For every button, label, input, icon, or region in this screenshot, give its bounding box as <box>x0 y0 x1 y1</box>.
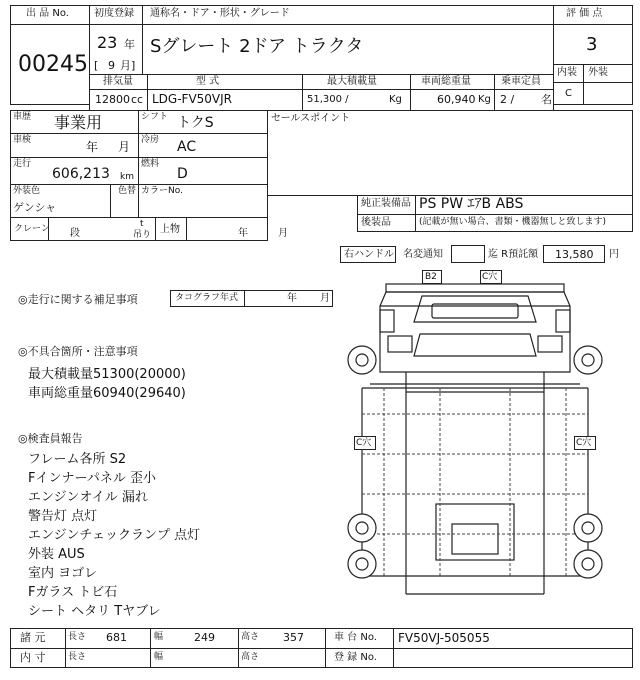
registration-year: 23 <box>97 33 118 52</box>
width-label: 幅 <box>154 632 164 642</box>
inner-dims-label: 内 寸 <box>20 651 46 664</box>
displacement: 12800 <box>95 93 130 106</box>
tachograph-label: タコグラフ年式 <box>175 293 239 303</box>
upper-year: 年 <box>238 228 248 239</box>
cooling-value: AC <box>177 139 197 155</box>
cooling-label: 冷房 <box>141 135 160 145</box>
interior-grade: C <box>565 88 572 99</box>
aftermarket-label: 後装品 <box>361 217 391 228</box>
inspection-year: 年 <box>86 140 99 154</box>
crane-label: クレーン <box>14 224 50 234</box>
width-value: 249 <box>194 631 215 644</box>
report-item: エンジンオイル 漏れ <box>28 490 148 505</box>
color-value: ゲンシャ <box>13 201 57 214</box>
name-change-field <box>451 245 485 263</box>
mileage-value: 606,213 <box>52 166 110 182</box>
month-unit: 月] <box>120 59 136 72</box>
lot-number: 00245 <box>18 52 88 77</box>
crane-t: t <box>140 219 144 229</box>
year-unit: 年 <box>124 38 135 51</box>
crane-lift: 吊り <box>133 230 152 240</box>
displacement-label: 排気量 <box>103 76 133 87</box>
color-label: 外装色 <box>13 186 41 196</box>
tachograph-year: 年 <box>287 293 297 304</box>
defects-label: ◎不具合箇所・注意事項 <box>18 345 138 358</box>
shift-value: トクS <box>177 115 214 131</box>
lot-number-label: 出 品 No. <box>26 8 69 19</box>
equipment-value: PS PW ｴｱB ABS <box>419 196 524 212</box>
inner-length-label: 長さ <box>68 652 87 662</box>
score-value: 3 <box>586 34 598 55</box>
sales-point-label: セールスポイント <box>271 113 351 124</box>
report-item: 警告灯 点灯 <box>28 509 98 524</box>
mileage-unit: km <box>120 172 134 182</box>
capacity-label: 乗車定員 <box>501 76 541 87</box>
report-item: 外装 AUS <box>28 547 85 562</box>
displacement-unit: cc <box>131 93 144 106</box>
supplementary-label: ◎走行に関する補足事項 <box>18 293 138 306</box>
steering-value: 右ハンドル <box>344 249 394 260</box>
report-item: Fガラス トビ石 <box>28 585 118 600</box>
report-item: フレーム各所 S2 <box>28 452 127 467</box>
gross-weight: 60,940 <box>437 93 476 106</box>
fuel-value: D <box>177 166 188 182</box>
chassis-label: 車 台 No. <box>334 632 377 643</box>
exterior-grade-label: 外装 <box>588 67 608 78</box>
upper-label: 上物 <box>160 224 180 235</box>
first-registration-label: 初度登録 <box>94 8 134 19</box>
damage-mark-c-right-text: C穴 <box>576 438 592 448</box>
model-type-label: 型 式 <box>196 76 220 87</box>
length-label: 長さ <box>68 632 87 642</box>
registration-month: 9 <box>108 59 115 72</box>
damage-mark-c-left-text: C穴 <box>356 438 372 448</box>
name-change-label: 名変通知 <box>403 249 443 260</box>
dimensions-label: 諸 元 <box>20 631 46 644</box>
color-replace-label: 色替 <box>118 186 137 196</box>
r-deposit-label: 迄 R預託額 <box>488 249 539 260</box>
month-bracket: [ <box>94 59 99 72</box>
damage-mark-b2-text: B2 <box>425 272 437 282</box>
fuel-label: 燃料 <box>141 159 160 169</box>
equipment-label: 純正装備品 <box>361 198 411 209</box>
truck-outline <box>340 264 610 618</box>
max-load: 51,300 / <box>307 94 349 105</box>
capacity-unit: 名 <box>541 93 552 106</box>
color-no-label: カラーNo. <box>141 186 183 196</box>
chassis-value: FV50VJ-505055 <box>398 631 490 645</box>
inspection-month: 月 <box>118 140 131 154</box>
upper-month: 月 <box>278 228 288 239</box>
height-label: 高さ <box>241 632 260 642</box>
report-item: 室内 ヨゴレ <box>28 566 98 581</box>
history-value: 事業用 <box>54 113 103 132</box>
inner-width-label: 幅 <box>154 652 164 662</box>
report-item: Fインナーパネル 歪小 <box>28 471 156 486</box>
r-deposit-amount: 13,580 <box>555 248 594 261</box>
r-deposit-unit: 円 <box>609 249 619 260</box>
report-item: エンジンチェックランプ 点灯 <box>28 528 201 543</box>
inspection-label: 車検 <box>13 135 32 145</box>
max-load-label: 最大積載量 <box>327 76 377 87</box>
gross-weight-unit: Kg <box>478 94 491 105</box>
model-grade-label: 通称名・ドア・形状・グレード <box>150 8 290 19</box>
truck-diagram <box>340 264 610 618</box>
tachograph-month: 月 <box>320 293 330 304</box>
capacity: 2 / <box>500 93 515 106</box>
model-type: LDG-FV50VJR <box>152 92 233 106</box>
height-value: 357 <box>283 631 304 644</box>
report-item: シート ヘタリ Tヤブレ <box>28 604 161 619</box>
defect-item: 車両総重量60940(29640) <box>28 386 186 401</box>
registration-no-label: 登 録 No. <box>334 652 377 663</box>
gross-weight-label: 車両総重量 <box>421 76 471 87</box>
length-value: 681 <box>106 631 127 644</box>
inner-height-label: 高さ <box>241 652 260 662</box>
inspector-report-label: ◎検査員報告 <box>18 432 83 445</box>
mileage-label: 走行 <box>13 159 32 169</box>
shift-label: シフト <box>141 112 169 122</box>
damage-mark-c-top-text: C穴 <box>482 272 498 282</box>
defect-item: 最大積載量51300(20000) <box>28 367 186 382</box>
interior-grade-label: 内装 <box>557 67 577 78</box>
crane-stage: 段 <box>70 228 80 239</box>
aftermarket-note: (記載が無い場合、書類・機器無しと致します) <box>419 217 607 227</box>
model-name: Sグレート 2ドア トラクタ <box>150 36 364 57</box>
score-label: 評 価 点 <box>566 8 603 19</box>
history-label: 車歴 <box>13 112 32 122</box>
max-load-unit: Kg <box>389 94 402 105</box>
